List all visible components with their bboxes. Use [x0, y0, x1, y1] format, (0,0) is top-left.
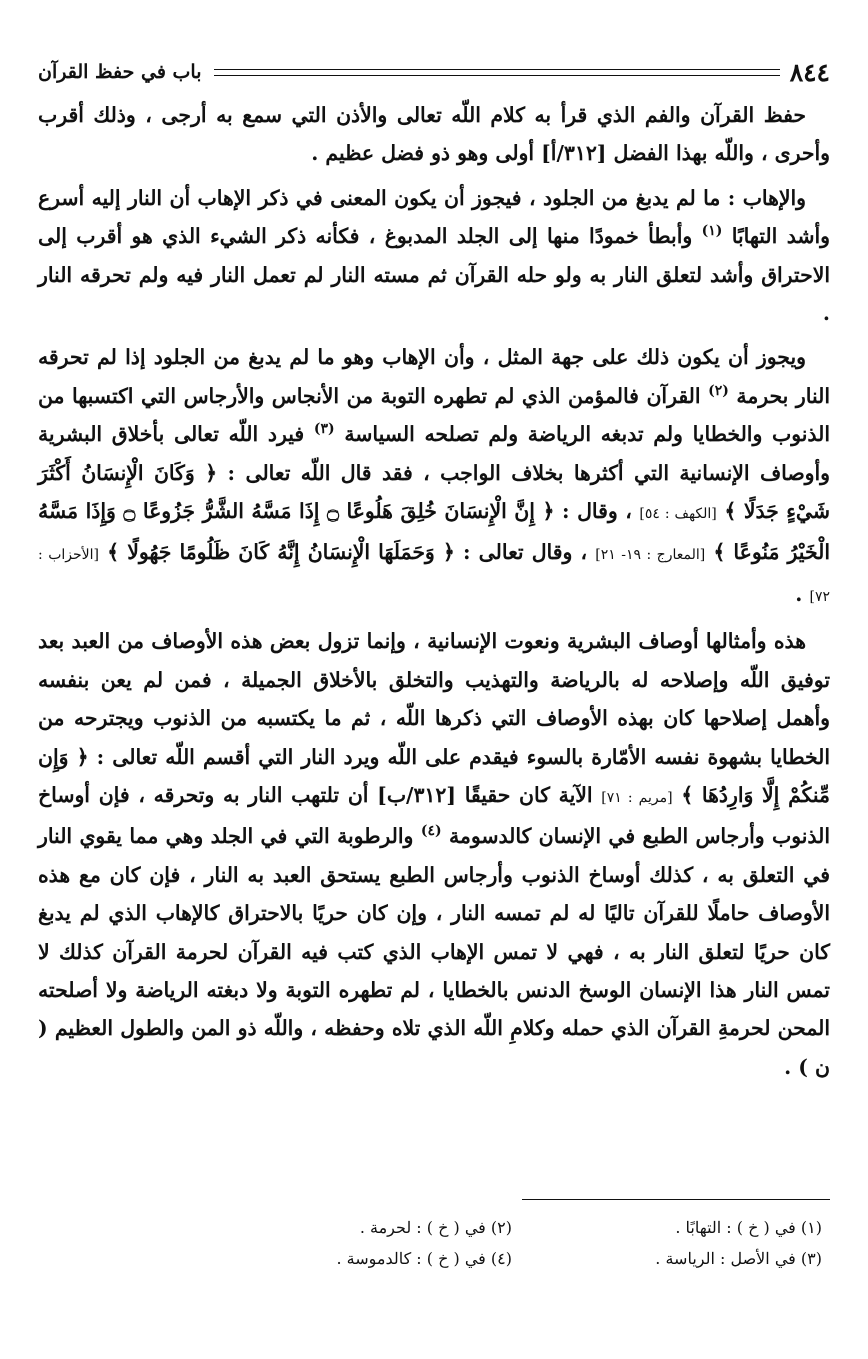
paragraph-1: حفظ القرآن والفم الذي قرأ به كلام اللّه تعالى والأذن التي سمع به أرجى ، وذلك أقرب وأحرى ، واللّه بهذا الفضل [٣١٢/أ] أولى وهو ذو فضل عظيم .: [38, 103, 830, 166]
verse-ref-2: [المعارج : ١٩- ٢١]: [595, 547, 706, 564]
text-run: ، وقال :: [562, 499, 632, 524]
quran-verse-4: ﴿ وَإِن مِّنكُمْ إِلَّا وَارِدُهَا ﴾: [38, 744, 830, 807]
footnote-4: (٤) في ( خ ) : كالدموسة .: [336, 1249, 512, 1268]
quran-verse-2: ﴿ إِنَّ الْإِنسَانَ خُلِقَ هَلُوعًا ۝ إِذَا مَسَّهُ الشَّرُّ جَزُوعًا ۝ وَإِذَا مَسَّهُ الْخَيْرُ مَنُوعًا ﴾: [38, 499, 830, 565]
verse-ref-1: [الكهف : ٥٤]: [639, 506, 717, 523]
book-page: [38, 52, 830, 1332]
paragraph-4: [38, 622, 830, 1086]
text-run: وأبطأ خمودًا منها إلى الجلد المدبوغ ، فكأنه ذكر الشيء الذي هو أقرب إلى الاحتراق وأشد لتعلق النار به ولو حله القرآن ثم مسته النار لم تعمل النار فيه ولم تحرقه النار .: [38, 224, 830, 326]
text-run: الآية كان حقيقًا [٣١٢/ب] أن تلتهب النار به وتحرقه ، فإن أوساخ الذنوب وأرجاس الطبع في الإنسان كالدسومة: [38, 782, 830, 849]
text-run: ، وقال تعالى :: [463, 540, 588, 565]
text-run: فيرد اللّه تعالى بأخلاق البشرية وأوصاف الإنسانية التي أكثرها بخلاف الواجب ، فقد قال اللّه تعالى :: [38, 422, 831, 485]
running-header: [38, 52, 830, 92]
verse-ref-4: [مريم : ٧١]: [601, 789, 673, 806]
paragraph-2: [38, 179, 830, 333]
text-run: والإهاب : ما لم يدبغ من الجلود ، فيجوز أن يكون المعنى في ذكر الإهاب أن النار إليه أسرع وأشد التهابًا: [38, 185, 830, 249]
chapter-title: باب في حفظ القرآن: [38, 61, 202, 83]
text-run: .: [795, 581, 803, 606]
footnote-ref-3: (٣): [313, 421, 335, 438]
footnote-separator: [522, 1199, 830, 1200]
page-number: ٨٤٤: [789, 57, 830, 87]
header-double-rule: [214, 69, 780, 76]
text-run: هذه وأمثالها أوصاف البشرية ونعوت الإنسانية ، وإنما تزول بعض هذه الأوصاف من العبد بعد توفيق اللّه وإصلاحه له بالرياضة والتهذيب والتخلق بالأخلاق الجميلة ، فمن لم يعن بنفسه وأهمل إصلاحها كان بهذه الأوصاف التي ذكرها اللّه ، ثم ما يكتسبه من الذنوب ويجترحه من الخطايا بشهوة نفسه الأمّارة بالسوء فيقدم على اللّه ويرد النار التي أقسم اللّه تعالى :: [38, 629, 830, 769]
quran-verse-1: ﴿ وَكَانَ الْإِنسَانُ أَكْثَرَ شَيْءٍ جَدَلًا ﴾: [38, 460, 830, 524]
footnote-ref-1: (١): [701, 223, 723, 240]
footnotes: [222, 1212, 822, 1274]
footnote-ref-4: (٤): [420, 823, 442, 840]
text-run: والرطوبة التي في الجلد وهي مما يقوي النار في التعلق به ، كذلك أوساخ الذنوب وأرجاس الطبع يستحق العبد به النار ، فإن كان مع هذه الأوصاف حاملًا للقرآن تاليًا له لم تمسه النار ، وإن كان حريًا بالاحتراق كالإهاب الذي لم يدبغ كان حريًا لتعلق النار به ، فهي لا تمس الإهاب الذي كتب فيه القرآن لحرمة القرآن كذلك لا تمس النار هذا الإنسان الوسخ الدنس بالخطايا ، لم تطهره التوبة ولا دبغته الرياضة ولا أصلحته المحن لحرمةِ القرآن الذي حمله وكلامِ اللّه الذي تلاه وحفظه ، واللّه ذو المن والطول العظيم ( ن ) .: [38, 824, 830, 1079]
quran-verse-3: ﴿ وَحَمَلَهَا الْإِنسَانُ إِنَّهُ كَانَ ظَلُومًا جَهُولًا ﴾: [107, 540, 455, 565]
footnote-2: (٢) في ( خ ) : لحرمة .: [359, 1218, 512, 1237]
footnote-1: (١) في ( خ ) : التهابًا .: [675, 1218, 822, 1237]
text-run: ويجوز أن يكون ذلك على جهة المثل ، وأن الإهاب وهو ما لم يدبغ من الجلود إذا لم تحرقه النار بحرمة: [38, 345, 830, 408]
verse-ref-3: [الأحزاب : ٧٢]: [38, 547, 830, 605]
main-text: [38, 96, 830, 1086]
footnote-ref-2: (٢): [708, 383, 729, 400]
footnote-3: (٣) في الأصل : الرياسة .: [655, 1249, 822, 1268]
paragraph-3: [38, 338, 830, 616]
text-run: القرآن فالمؤمن الذي لم تطهره التوبة من الأنجاس والأرجاس التي اكتسبها من الذنوب والخطايا ولم تدبغه الرياضة ولم تصلحه السياسة: [38, 383, 830, 447]
